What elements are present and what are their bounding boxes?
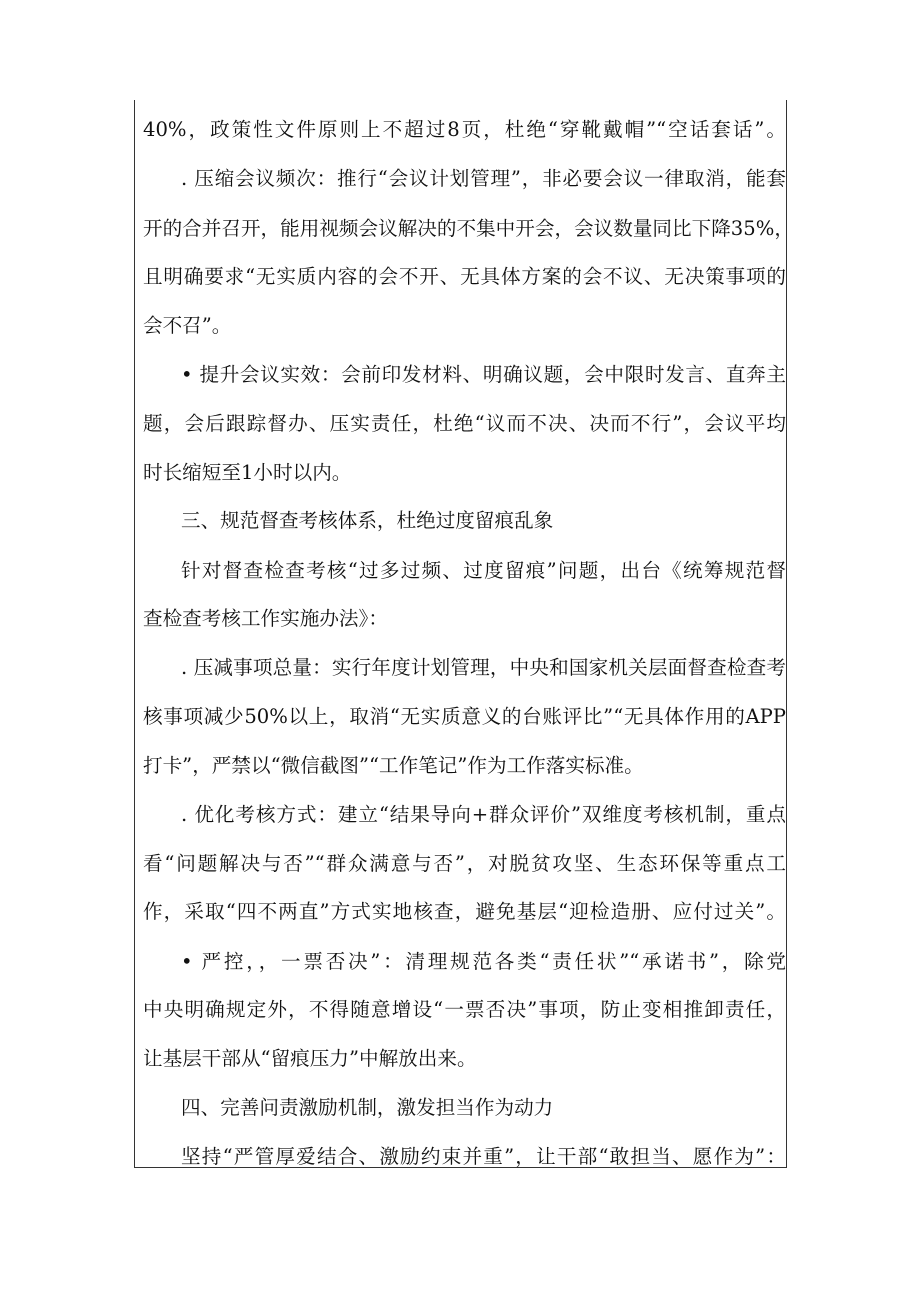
body-line: 查检查考核工作实施办法》： [143, 607, 388, 630]
body-line: 开的合并召开，能用视频会议解决的不集中开会，会议数量同比下降35%， [143, 217, 794, 240]
body-line: 针对督查检查考核“过多过频、过度留痕”问题，出台《统筹规范督 [181, 559, 786, 582]
section-heading: 四、完善问责激励机制，激发担当作为动力 [181, 1096, 554, 1119]
body-line: 且明确要求“无实质内容的会不开、无具体方案的会不议、无决策事项的 [143, 265, 786, 288]
list-item-line: . 优化考核方式：建立“结果导向+群众评价”双维度考核机制，重点 [181, 803, 786, 826]
list-item-line: . 压减事项总量：实行年度计划管理，中央和国家机关层面督查检查考 [181, 656, 786, 679]
section-heading: 三、规范督查考核体系，杜绝过度留痕乱象 [181, 509, 554, 532]
body-line: 40%，政策性文件原则上不超过8页，杜绝“穿靴戴帽”“空话套话”。 [143, 118, 786, 141]
body-line: 打卡”，严禁以“微信截图”“工作笔记”作为工作落实标准。 [143, 754, 644, 777]
body-line: 中央明确规定外，不得随意增设“一票否决”事项，防止变相推卸责任， [143, 998, 786, 1021]
list-item-line: • 严控，，一票否决”：清理规范各类“责任状”“承诺书”，除党 [181, 950, 786, 973]
body-line: 让基层干部从“留痕压力”中解放出来。 [143, 1047, 477, 1070]
body-line: 时长缩短至1小时以内。 [143, 461, 352, 484]
list-item-line: • 提升会议实效：会前印发材料、明确议题，会中限时发言、直奔主 [181, 363, 786, 386]
body-line: 题，会后跟踪督办、压实责任，杜绝“议而不决、决而不行”，会议平均 [143, 412, 786, 435]
body-line: 核事项减少50%以上，取消“无实质意义的台账评比”“无具体作用的APP [143, 705, 786, 728]
body-line: 看“问题解决与否”“群众满意与否”，对脱贫攻坚、生态环保等重点工 [143, 852, 786, 875]
body-line: 会不召”。 [143, 314, 232, 337]
list-item-line: . 压缩会议频次：推行“会议计划管理”，非必要会议一律取消，能套 [181, 167, 786, 190]
body-line: 作，采取“四不两直”方式实地核查，避免基层“迎检造册、应付过关”。 [143, 900, 786, 923]
body-line: 坚持“严管厚爱结合、激励约束并重”，让干部“敢担当、愿作为”： [181, 1145, 786, 1168]
